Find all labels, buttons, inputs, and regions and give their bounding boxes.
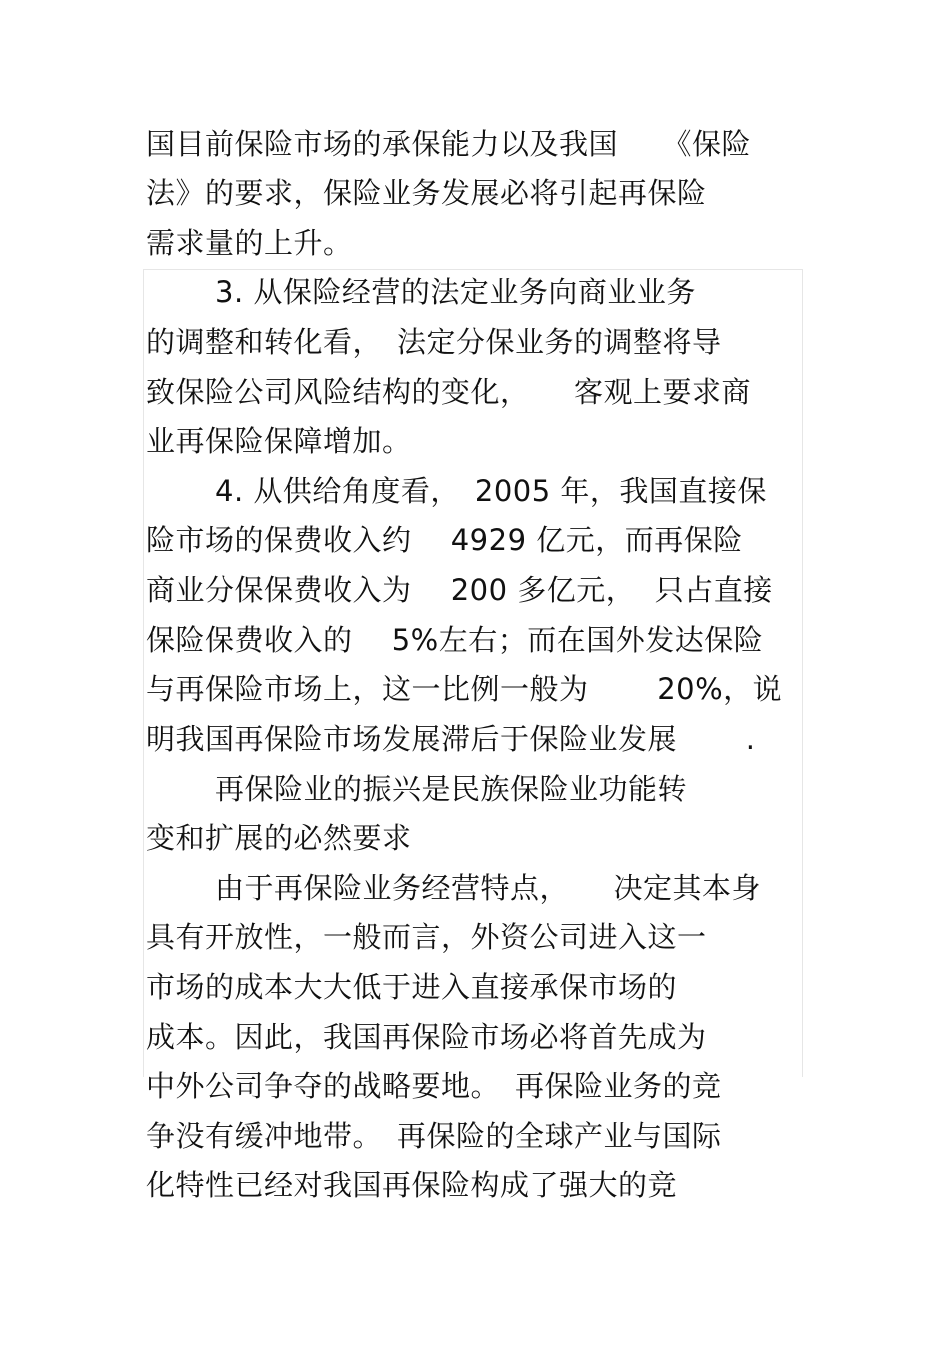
text-line: 化特性已经对我国再保险构成了强大的竞 <box>146 1168 678 1202</box>
text-line: 变和扩展的必然要求 <box>146 821 412 855</box>
paragraph-3-heading: 3. 从保险经营的法定业务向商业业务 <box>215 275 696 309</box>
section-heading: 再保险业的振兴是民族保险业功能转 <box>215 772 688 806</box>
text-line: 争没有缓冲地带。 再保险的全球产业与国际 <box>146 1119 722 1153</box>
text-line: 商业分保保费收入为 200 多亿元， 只占直接 <box>146 573 773 607</box>
text-line: 市场的成本大大低于进入直接承保市场的 <box>146 970 678 1004</box>
text-line: 成本。因此，我国再保险市场必将首先成为 <box>146 1020 707 1054</box>
text-line: 与再保险市场上，这一比例一般为 20%，说 <box>146 672 783 706</box>
text-line: 致保险公司风险结构的变化， 客观上要求商 <box>146 375 752 409</box>
text-line: 法》的要求，保险业务发展必将引起再保险 <box>146 176 707 210</box>
text-line: 业再保险保障增加。 <box>146 424 412 458</box>
text-line: 保险保费收入的 5%左右；而在国外发达保险 <box>146 623 764 657</box>
text-line: 的调整和转化看， 法定分保业务的调整将导 <box>146 325 722 359</box>
text-line: 中外公司争夺的战略要地。 再保险业务的竞 <box>146 1069 722 1103</box>
text-line: 明我国再保险市场发展滞后于保险业发展 . <box>146 722 756 756</box>
paragraph-start: 由于再保险业务经营特点， 决定其本身 <box>215 871 762 905</box>
text-line: 具有开放性，一般而言，外资公司进入这一 <box>146 920 707 954</box>
text-line: 需求量的上升。 <box>146 226 353 260</box>
text-line: 国目前保险市场的承保能力以及我国 《保险 <box>146 127 752 161</box>
text-line: 险市场的保费收入约 4929 亿元，而再保险 <box>146 523 743 557</box>
paragraph-4-heading: 4. 从供给角度看， 2005 年，我国直接保 <box>215 474 767 508</box>
